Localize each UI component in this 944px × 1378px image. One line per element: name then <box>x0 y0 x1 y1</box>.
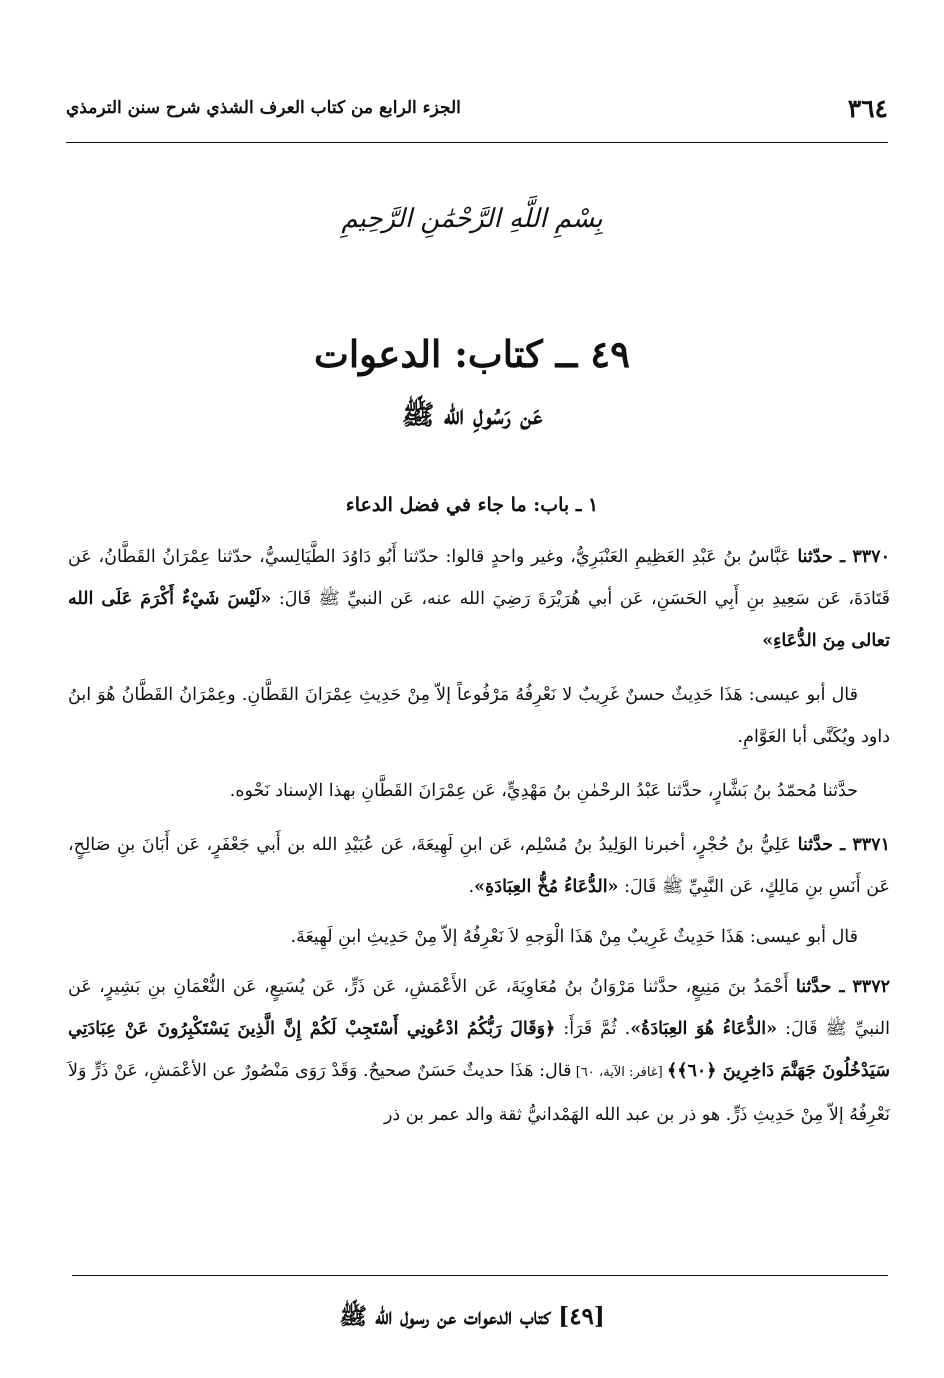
isnad-3370: حدَّثنا مُحمّدُ بنُ بَشَّارٍ، حدَّثنا عَبْدُ الرحْمٰنِ بنُ مَهْدِيٍّ، عَن عِمْرَانَ القَطَّانِ بهذا الإسناد نَحْوه. <box>229 781 858 801</box>
running-header <box>66 88 888 128</box>
hadith-3372-after-quote: . ثُمَّ قَرَأَ: <box>555 1019 631 1039</box>
hadith-3371-lead: ٣٣٧١ ـ حدَّثنا <box>797 835 890 855</box>
hadith-3372 <box>68 966 890 1136</box>
footer-rule <box>72 1275 888 1276</box>
hadith-3372-comment: قال: هَذَا حديثٌ حَسَنٌ صحيحٌ. وَقَدْ رَوَى مَنْصُورٌ عن الأعْمَشِ، عَنْ ذَرٍّ وَلاَ نَعْرِفُهُ إلاّ مِنْ حَدِيثِ ذَرٍّ. هو ذر بن عبد الله الهَمْدانيُّ ثقة والد عمر بن ذر <box>68 1061 890 1125</box>
hadith-3370-quote: «لَيْسَ شَيْءٌ أَكْرَمَ عَلَى الله تعالى مِنَ الدُّعَاءِ» <box>68 589 890 651</box>
hadith-3372-text: أَحْمَدُ بنَ مَنِيعٍ، حدَّثنا مَرْوَانُ بنُ مُعَاوِيَةَ، عَن الأَعْمَشِ، عَن ذَرٍّ، عَن يُسَيعٍ، عَن النُّعْمَانِ بنِ بَشِيرٍ، عَن النبيِّ ﷺ قَالَ: <box>68 977 890 1039</box>
hadith-3370-text: عَبَّاسُ بنُ عَبْدِ العَظِيمِ العَنْبَرِيُّ، وغير واحدٍ قالوا: حدّثنا أَبُو دَاوُدَ الطَّيَالِسيُّ، حدّثنا عِمْرَانُ القَطَّانُ، عَن قَتَادَةَ، عَن سَعِيدِ بنِ أَبِي الحَسَنِ، عَن أبي هُرَيْرَةَ رَضِيَ الله عنه، عَن النبيِّ ﷺ قَالَ: <box>68 547 890 609</box>
verse-reference: [غافر: الآية، ٦٠] <box>571 1065 667 1080</box>
running-title: الجزء الرابع من كتاب العرف الشذي شرح سنن الترمذي <box>66 98 461 118</box>
hadith-3372-quote: «الدُّعَاءُ هُوَ العِبَادَةُ» <box>630 1019 778 1039</box>
hadith-3371-tail: . <box>468 877 475 897</box>
hadith-3371-text: عَلِيُّ بنُ حُجْرٍ، أخبرنا الوَلِيدُ بنُ مُسْلِم، عَن ابنِ لَهِيعَةَ، عَن عُبَيْدِ الله بن أَبي جَعْفَرٍ، عَن أَبَانَ بنِ صَالِحٍ، عَن أَنَسِ بنِ مَالِكٍ، عَن النَّبِيِّ ﷺ قَالَ: <box>68 835 890 897</box>
hadith-3370-lead: ٣٣٧٠ ـ حدّثنا <box>797 547 890 567</box>
chapter-title: ١ ـ باب: ما جاء في فضل الدعاء <box>345 494 599 516</box>
book-subtitle: عَن رَسُولِ الله ﷺ <box>401 400 543 431</box>
comment-3370: قال أبو عيسى: هَذَا حَدِيثٌ حسنٌ غَرِيبٌ لا نَعْرِفُهُ مَرْفُوعاً إلاّ مِنْ حَدِيثِ عِمْرَانَ القَطَّانِ. وعِمْرَانُ القَطَّانُ هُوَ ابنُ داود ويُكَنَّى أبا العَوَّامِ. <box>68 685 890 747</box>
hadith-3370 <box>68 536 890 662</box>
basmala: بِسْمِ اللَّهِ الرَّحْمَٰنِ الرَّحِيمِ <box>341 204 603 234</box>
comment-3371: قال أبو عيسى: هَذَا حَدِيثٌ غَرِيبٌ مِنْ هَذَا الْوَجهِ لاَ نَعْرِفُهُ إلاّ مِنْ حَدِيثِ ابنِ لَهِيعَةَ. <box>290 927 858 947</box>
hadith-3371 <box>68 824 890 908</box>
hadith-3371-quote: «الدُّعَاءُ مُخُّ العِبَادَةِ» <box>474 877 619 897</box>
book-title: ٤٩ ــ كتاب: الدعوات <box>314 332 630 376</box>
quran-verse: ﴿وَقَالَ رَبُّكُمُ ادْعُونِي أَسْتَجِبْ لَكُمْ إِنَّ الَّذِينَ يَسْتَكْبِرُونَ عَنْ عِبَادَتِي سَيَدْخُلُونَ جَهَنَّمَ دَاخِرِينَ ﴿٦٠﴾﴾ <box>68 1019 890 1081</box>
header-rule <box>66 142 888 143</box>
hadith-3372-lead: ٣٣٧٢ ـ حدَّثنا <box>795 977 890 997</box>
footer-title: [٤٩] كتاب الدعوات عن رسول الله ﷺ <box>339 1303 605 1330</box>
body-text <box>68 536 890 1136</box>
page-number: ٣٦٤ <box>847 93 888 123</box>
